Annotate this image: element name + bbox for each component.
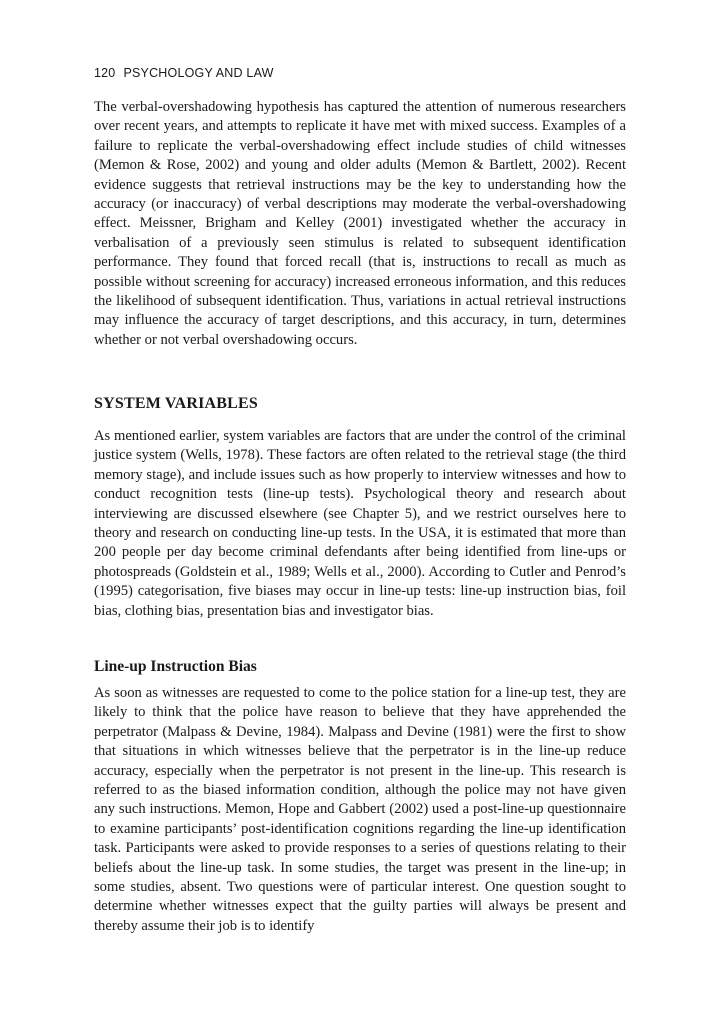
- paragraph-verbal-overshadowing: The verbal-overshadowing hypothesis has captured the attention of numerous researchers over recent years, and attempts to replicate it have met with mixed success. Examples of a failure to replicate the verbal-overshadowing effect include studies of child witnesses (Memon & Rose, 2002) and young and older adults (Memon & Bartlett, 2002). Recent evidence suggests that retrieval instructions may be the key to understanding how the accuracy (or inaccuracy) of verbal descriptions may moderate the verbal-overshadowing effect. Meissner, Brigham and Kelley (2001) investigated whether the accuracy in verbalisation of a previously seen stimulus is related to subsequent identification performance. They found that forced recall (that is, instructions to recall as much as possible without screening for accuracy) increased erroneous information, and this reduces the likelihood of subsequent identification. Thus, variations in actual retrieval instructions may influence the accuracy of target descriptions, and this accuracy, in turn, determines whether or not verbal overshadowing occurs.: [94, 99, 626, 348]
- paragraph-lineup-instruction-bias: As soon as witnesses are requested to come to the police station for a line-up test, they are likely to think that the police have reason to believe that they have apprehended the perpetrator (Malpass & Devine, 1984). Malpass and Devine (1981) were the first to show that situations in which witnesses believe that the perpetrator is in the line-up reduce accuracy, especially when the perpetrator is not present in the line-up. This research is referred to as the biased information condition, although the police may not have given any such instructions. Memon, Hope and Gabbert (2002) used a post-line-up questionnaire to examine participants’ post-identification cognitions regarding the line-up identification task. Participants were asked to provide responses to a series of questions relating to their beliefs about the line-up task. In some studies, the target was present in the line-up; in some studies, absent. Two questions were of particular interest. One question sought to determine whether witnesses expect that the guilty parties will always be present and thereby assume their job is to identify: [94, 685, 626, 934]
- page-number: 120: [94, 66, 116, 80]
- section-heading-system-variables: SYSTEM VARIABLES: [94, 395, 259, 412]
- running-head-title: PSYCHOLOGY AND LAW: [123, 66, 274, 80]
- paragraph-system-variables: As mentioned earlier, system variables are factors that are under the control of the criminal justice system (Wells, 1978). These factors are often related to the retrieval stage (the third memory stage), and include issues such as how properly to interview witnesses and how to conduct recognition tests (line-up tests). Psychological theory and research about interviewing are discussed elsewhere (see Chapter 5), and we restrict ourselves here to theory and research on conducting line-up tests. In the USA, it is estimated that more than 200 people per day become criminal defendants after being identified from line-ups or photospreads (Goldstein et al., 1989; Wells et al., 2000). According to Cutler and Penrod’s (1995) categorisation, five biases may occur in line-up tests: line-up instruction bias, foil bias, clothing bias, presentation bias and investigator bias.: [94, 428, 626, 619]
- running-head: [94, 66, 274, 80]
- subsection-heading-lineup-instruction-bias: Line-up Instruction Bias: [94, 658, 257, 675]
